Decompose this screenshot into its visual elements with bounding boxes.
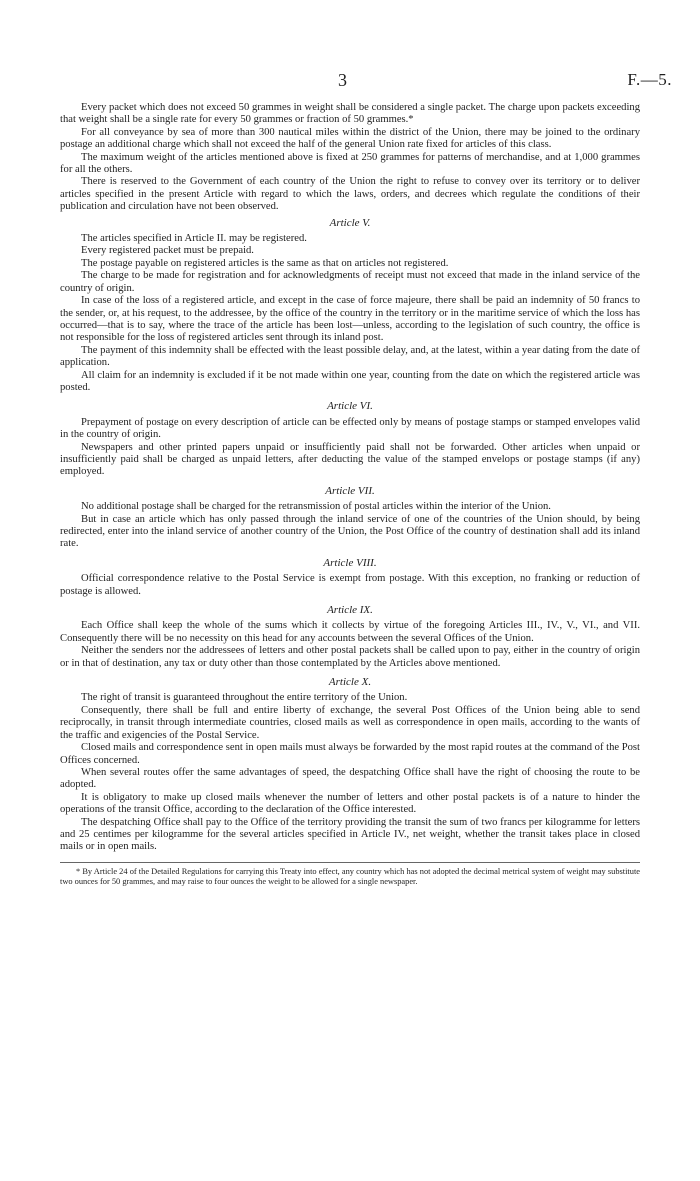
paragraph: Every packet which does not exceed 50 grammes in weight shall be considered a single packet. The charge upon packets exceeding that weight shall be a single rate for every 50 grammes or fraction of 50 grammes.*	[60, 102, 640, 126]
page-reference: F.—5.	[627, 70, 672, 89]
paragraph: No additional postage shall be charged for the retransmission of postal articles within the interior of the Union.	[81, 501, 551, 513]
paragraph: The right of transit is guaranteed throughout the entire territory of the Union.	[81, 692, 408, 704]
paragraph: Official correspondence relative to the Postal Service is exempt from postage. With this exception, no franking or reduction of postage is allowed.	[60, 573, 640, 597]
page-number: 3	[338, 70, 347, 90]
paragraph: The payment of this indemnity shall be effected with the least possible delay, and, at the latest, within a year dating from the date of application.	[60, 344, 640, 369]
paragraph: Consequently, there shall be full and entire liberty of exchange, the several Post Offices of the Union being able to send reciprocally, in transit through intermediate countries, closed mails as well as correspondence in open mails, according to the wants of the traffic and exigencies of the Postal Service.	[60, 704, 640, 741]
article-section	[60, 557, 640, 598]
paragraph: Every registered packet must be prepaid.	[81, 245, 254, 257]
article-heading: Article VIII.	[323, 556, 377, 569]
paragraph: All claim for an indemnity is excluded if it be not made within one year, counting from the date on which the registered article was posted.	[60, 369, 640, 393]
paragraph: Neither the senders nor the addressees of letters and other postal packets shall be called upon to pay, either in the country of origin or in that of destination, any tax or duty other than those contemplated by the Articles above mentioned.	[60, 645, 640, 669]
document-body	[60, 102, 640, 887]
article-heading: Article V.	[329, 216, 371, 229]
paragraph: The postage payable on registered articles is the same as that on articles not registered.	[81, 257, 449, 269]
footnote	[60, 867, 640, 887]
paragraph: It is obligatory to make up closed mails whenever the number of letters and other postal packets is of a nature to hinder the operations of the transit Office, according to the declaration of the Office interested.	[60, 791, 640, 816]
article-heading: Article IX.	[327, 604, 373, 617]
article-section	[60, 604, 640, 670]
paragraph: When several routes offer the same advantages of speed, the despatching Office shall have the right of choosing the route to be adopted.	[60, 766, 640, 791]
paragraph: The maximum weight of the articles mentioned above is fixed at 250 grammes for patterns of merchandise, and at 1,000 grammes for all the others.	[60, 151, 640, 176]
paragraph: Closed mails and correspondence sent in open mails must always be forwarded by the most rapid routes at the command of the Post Offices concerned.	[60, 742, 640, 766]
paragraph: The articles specified in Article II. may be registered.	[81, 233, 307, 245]
article-section	[60, 485, 640, 551]
paragraph: There is reserved to the Government of each country of the Union the right to refuse to convey over its territory or to deliver articles specified in the present Article with regard to which the laws, orders, and decrees which regulate the conditions of their publication and circulation have not been observed.	[60, 176, 640, 213]
intro-section	[60, 102, 640, 214]
paragraph: But in case an article which has only passed through the inland service of one of the countries of the Union should, by being redirected, enter into the inland service of another country of the Union, the Post Office of the country of destination shall add its inland rate.	[60, 513, 640, 550]
footnote-text: * By Article 24 of the Detailed Regulations for carrying this Treaty into effect, any country which has not adopted the decimal metrical system of weight may substitute two ounces for 50 grammes, and may raise to four ounces the weight to be allowed for a single newspaper.	[60, 866, 640, 886]
article-heading: Article VII.	[325, 484, 375, 497]
article-heading: Article X.	[328, 676, 372, 689]
paragraph: For all conveyance by sea of more than 300 nautical miles within the district of the Union, there may be joined to the ordinary postage an additional charge which shall not exceed the half of the general Union rate fixed for articles of this class.	[60, 126, 640, 151]
article-section	[60, 400, 640, 478]
paragraph: In case of the loss of a registered article, and except in the case of force majeure, there shall be paid an indemnity of 50 francs to the sender, or, at his request, to the addressee, by the office of the country in the territory or in the maritime service of which the loss has occurred—that is to say, where the trace of the article has been lost—unless, according to the legislation of such country, the office is not responsible for the loss of registered articles sent through its inland post.	[60, 295, 640, 344]
paragraph: Newspapers and other printed papers unpaid or insufficiently paid shall not be forwarded. Other articles when unpaid or insufficiently paid shall be charged as unpaid letters, after deducting the value of the stamped envelops or postage stamps (if any) employed.	[60, 441, 640, 478]
paragraph: The charge to be made for registration and for acknowledgments of receipt must not exceed that made in the inland service of the country of origin.	[60, 270, 640, 294]
article-section	[60, 676, 640, 854]
paragraph: The despatching Office shall pay to the Office of the territory providing the transit the sum of two francs per kilogramme for letters and 25 centimes per kilogramme for the several articles specified in Article IV., net weight, whether the transit takes place in closed mails or in open mails.	[60, 816, 640, 853]
article-section	[60, 217, 640, 395]
paragraph: Each Office shall keep the whole of the sums which it collects by virtue of the foregoing Articles III., IV., V., VI., and VII. Consequently there will be no necessity on this head for any accounts between the several Offices of the Union.	[60, 620, 640, 644]
footnote-divider	[60, 862, 640, 863]
page-header	[0, 70, 700, 90]
article-heading: Article VI.	[327, 400, 373, 413]
paragraph: Prepayment of postage on every description of article can be effected only by means of postage stamps or stamped envelopes valid in the country of origin.	[60, 416, 640, 441]
